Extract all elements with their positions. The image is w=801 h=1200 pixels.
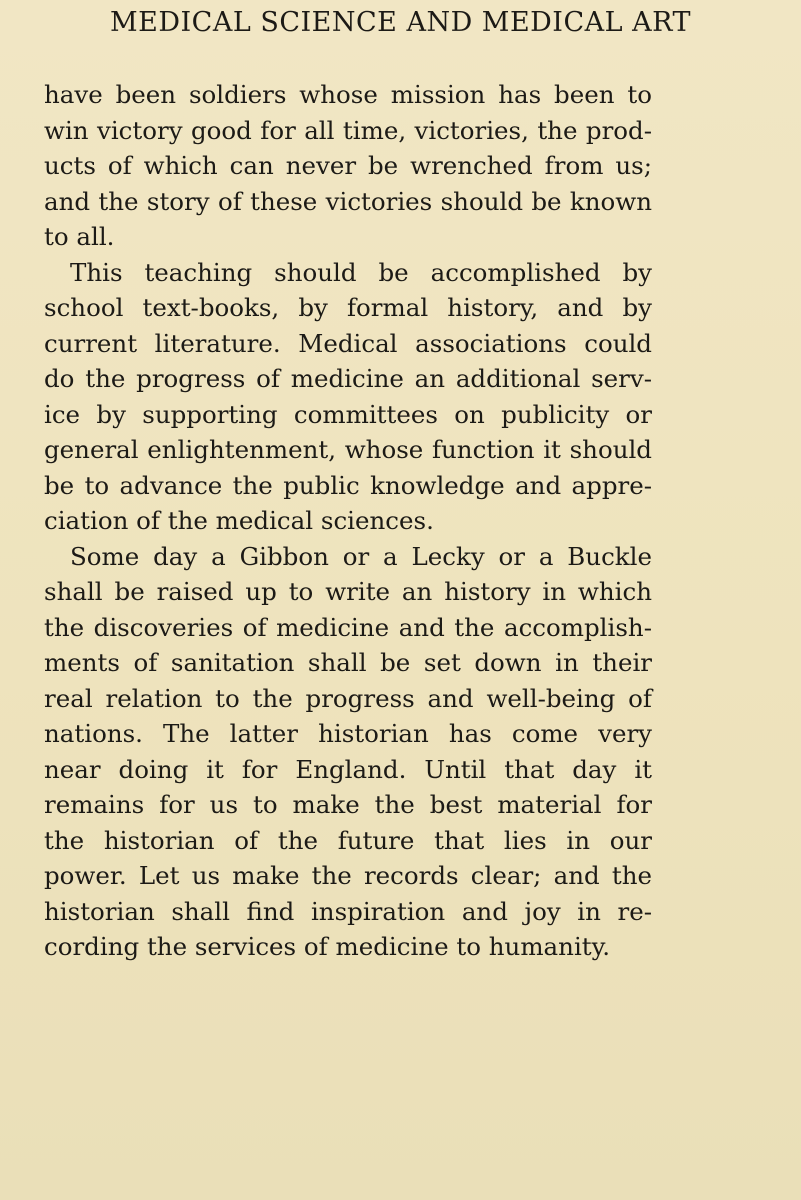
text-line: have been soldiers whose mission has been to [44, 80, 652, 109]
text-line: current literature. Medical associations could [44, 328, 652, 358]
text-line: and the story of these victories should be known [44, 186, 652, 216]
text-line: historian shall find inspiration and joy in re- [44, 896, 652, 926]
text-line: do the progress of medicine an additional serv- [44, 364, 652, 393]
text-line: ciation of the medical sciences. [44, 506, 434, 535]
text-line: real relation to the progress and well-being of [44, 683, 652, 713]
text-line: ice by supporting committees on publicity or [44, 399, 652, 429]
text-line: Some day a Gibbon or a Lecky or a Buckle [70, 541, 652, 571]
text-line: be to advance the public knowledge and appre- [44, 470, 652, 500]
text-line: school text-books, by formal history, and by [44, 293, 652, 322]
text-line: the discoveries of medicine and the accomplish- [44, 612, 652, 642]
text-line: ucts of which can never be wrenched from us; [44, 151, 652, 180]
text-line: nations. The latter historian has come very [44, 719, 652, 748]
text-line: to all. [44, 222, 115, 251]
text-line: shall be raised up to write an history in which [44, 577, 652, 606]
text-line: This teaching should be accomplished by [70, 257, 652, 287]
text-line: remains for us to make the best material for [44, 790, 652, 819]
text-line: general enlightenment, whose function it should [44, 435, 652, 464]
text-line: win victory good for all time, victories, the prod- [44, 115, 652, 145]
body-text [44, 77, 652, 965]
text-line: ments of sanitation shall be set down in their [44, 648, 652, 677]
running-head: MEDICAL SCIENCE AND MEDICAL ART [110, 7, 691, 38]
text-line: near doing it for England. Until that day it [44, 754, 652, 784]
text-line: cording the services of medicine to humanity. [44, 932, 611, 961]
text-line: power. Let us make the records clear; and the [44, 861, 652, 890]
text-line: the historian of the future that lies in our [44, 825, 652, 855]
